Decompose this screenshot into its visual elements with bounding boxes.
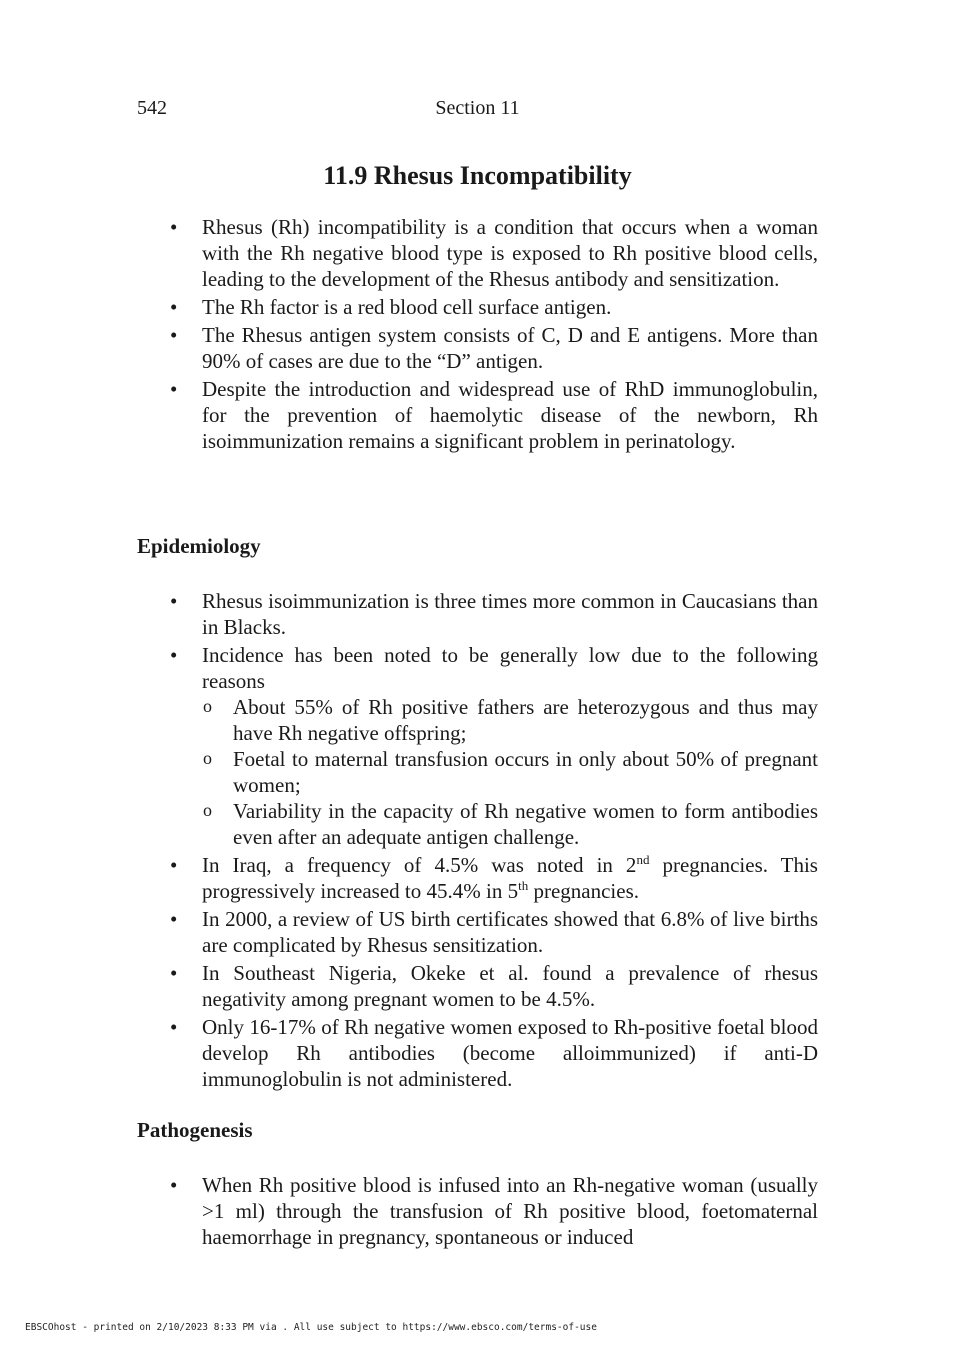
list-item: • The Rhesus antigen system consists of C, D and E antigens. More than 90% of cases are due to the “D” antigen. xyxy=(137,322,818,374)
epidemiology-list xyxy=(137,588,818,1092)
list-item xyxy=(137,852,818,904)
list-item: • Despite the introduction and widespread use of RhD immunoglobulin, for the prevention of haemolytic disease of the newborn, Rh isoimmunization remains a significant problem in perinatology. xyxy=(137,376,818,454)
ordinal-suffix: th xyxy=(518,878,529,893)
list-item: • In Southeast Nigeria, Okeke et al. found a prevalence of rhesus negativity among pregnant women to be 4.5%. xyxy=(137,960,818,1012)
list-item: • Only 16-17% of Rh negative women exposed to Rh-positive foetal blood develop Rh antibodies (become alloimmunized) if anti-D immunoglobulin is not administered. xyxy=(137,1014,818,1092)
page-number: 542 xyxy=(137,97,167,119)
list-item: • Rhesus (Rh) incompatibility is a condition that occurs when a woman with the Rh negative blood type is exposed to Rh positive blood cells, leading to the development of the Rhesus antibody and sensitization. xyxy=(137,214,818,292)
footer-notice: EBSCOhost - printed on 2/10/2023 8:33 PM via . All use subject to https://www.ebsco.com/terms-of-use xyxy=(25,1322,597,1333)
running-head: Section 11 xyxy=(435,97,520,119)
iraq-text-2: pregnancies. This progressively increased to 45.4% in 5 xyxy=(202,853,818,903)
list-item: • Incidence has been noted to be generally low due to the following reasons xyxy=(137,642,818,694)
iraq-text-3: pregnancies. xyxy=(528,879,640,903)
section-heading-epidemiology: Epidemiology xyxy=(137,534,261,558)
list-item: • In 2000, a review of US birth certificates showed that 6.8% of live births are complicated by Rhesus sensitization. xyxy=(137,906,818,958)
sub-list-item: o About 55% of Rh positive fathers are heterozygous and thus may have Rh negative offspring; xyxy=(137,694,818,746)
pathogenesis-list xyxy=(137,1172,818,1250)
sub-list-item: o Variability in the capacity of Rh negative women to form antibodies even after an adequate antigen challenge. xyxy=(137,798,818,850)
list-item: • The Rh factor is a red blood cell surface antigen. xyxy=(137,294,818,320)
list-item: • When Rh positive blood is infused into an Rh-negative woman (usually >1 ml) through the transfusion of Rh positive blood, foetomaternal haemorrhage in pregnancy, spontaneous or induced xyxy=(137,1172,818,1250)
ordinal-suffix: nd xyxy=(636,852,650,867)
iraq-text-1: In Iraq, a frequency of 4.5% was noted in 2 xyxy=(202,853,637,877)
list-item: • Rhesus isoimmunization is three times more common in Caucasians than in Blacks. xyxy=(137,588,818,640)
sub-list-item: o Foetal to maternal transfusion occurs in only about 50% of pregnant women; xyxy=(137,746,818,798)
page-title: 11.9 Rhesus Incompatibility xyxy=(323,161,632,190)
intro-list xyxy=(137,214,818,454)
section-heading-pathogenesis: Pathogenesis xyxy=(137,1118,253,1142)
